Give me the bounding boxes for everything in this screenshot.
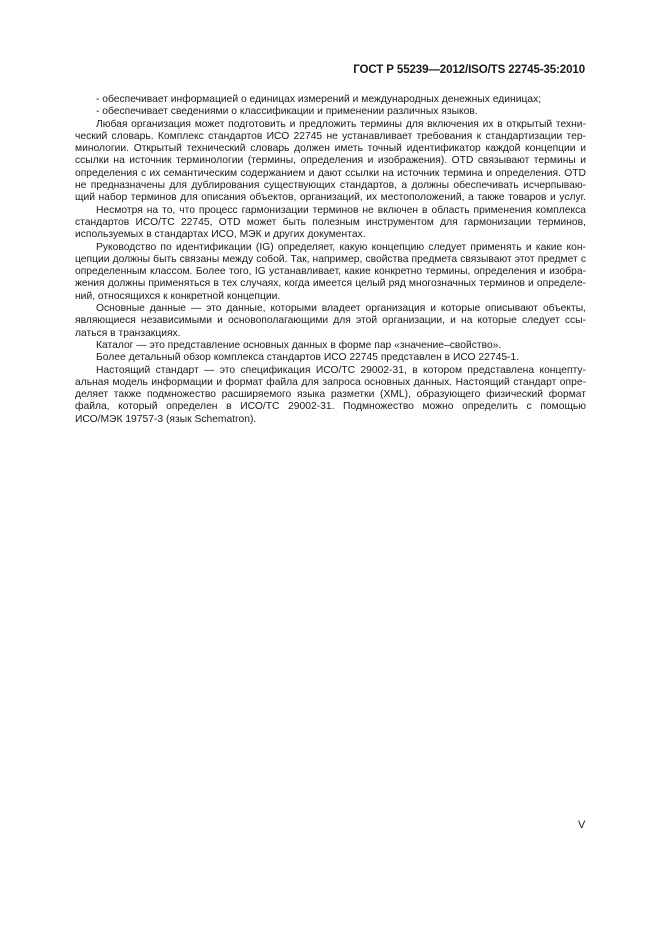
text-line: жения должны применяться в тех случаях, когда имеется целый ряд многозначных терминов и определе- [75,278,586,290]
text-line: ссылки на источник терминологии (термины, определения и изображения). OTD связывают термины и [75,155,586,167]
text-line: являющиеся независимыми и основополагающими для этой организации, и на которые следует ссы- [75,315,586,327]
text-line: минологии. Открытый технический словарь должен иметь точный идентификатор каждой концепции и [75,143,586,155]
paragraph [75,94,586,106]
paragraph [75,106,586,118]
text-line: стандартов ИСО/ТС 22745, OTD может быть полезным инструментом для гармонизации терминов, [75,216,586,228]
text-line: файла, который определен в ИСО/ТС 29002-31. Подмножество можно определить с помощью [75,401,586,413]
paragraph [75,340,586,352]
text-line: Руководство по идентификации (IG) определяет, какую концепцию следует применять и какие кон- [96,241,586,253]
text-line: Более детальный обзор комплекса стандартов ИСО 22745 представлен в ИСО 22745-1. [96,352,520,364]
text-line: ИСО/МЭК 19757-3 (язык Schematron). [75,413,257,425]
text-line: ческий словарь. Комплекс стандартов ИСО 22745 не устанавливает требования к стандартизации тер- [75,130,586,142]
paragraph [75,205,586,242]
document-header-code: ГОСТ Р 55239—2012/ISO/TS 22745-35:2010 [353,64,585,76]
text-line: Каталог — это представление основных данных в форме пар «значение–свойство». [96,339,502,351]
text-line: цепции должны быть связаны между собой. Так, например, свойства предмета связывают этот предмет с [75,253,586,265]
text-line: Настоящий стандарт — это спецификация ИСО/ТС 29002-31, в котором представлена концепту- [96,364,586,376]
text-line: используемых в стандартах ИСО, МЭК и других документах. [75,229,366,241]
paragraph [75,242,586,303]
document-body [75,94,586,426]
text-line: определения с их семантическим содержанием и дают ссылки на источник термина и определения. OTD [75,167,586,179]
text-line: Несмотря на то, что процесс гармонизации терминов не включен в область применения комплекса [96,204,586,216]
paragraph [75,352,586,364]
text-line: определенным классом. Более того, IG устанавливает, какие конкретно термины, определения и изобра- [75,266,586,278]
paragraph [75,303,586,340]
page-number: V [578,819,586,831]
paragraph [75,365,586,426]
text-line: Основные данные — это данные, которыми владеет организация и которые описывают объекты, [96,303,586,315]
text-line: латься в транзакциях. [75,327,181,339]
text-line: альная модель информации и формат файла для запроса основных данных. Настоящий стандарт опре- [75,376,586,388]
text-line: - обеспечивает информацией о единицах измерений и международных денежных единицах; [96,94,542,105]
text-line: деляет также подмножество расширяемого языка разметки (XML), образующего физический формат [75,389,586,401]
text-line: не предназначены для дублирования существующих стандартов, а должны обеспечивать исчерпываю- [75,180,586,192]
text-line: - обеспечивает сведениями о классификации и применении различных языков. [96,106,478,118]
paragraph [75,119,586,205]
text-line: Любая организация может подготовить и предложить термины для включения их в открытый техни- [96,118,586,130]
text-line: ний, относящихся к конкретной концепции. [75,290,281,302]
text-line: щий набор терминов для описания объектов, организаций, их местоположений, а также товаров и услуг. [75,192,586,204]
